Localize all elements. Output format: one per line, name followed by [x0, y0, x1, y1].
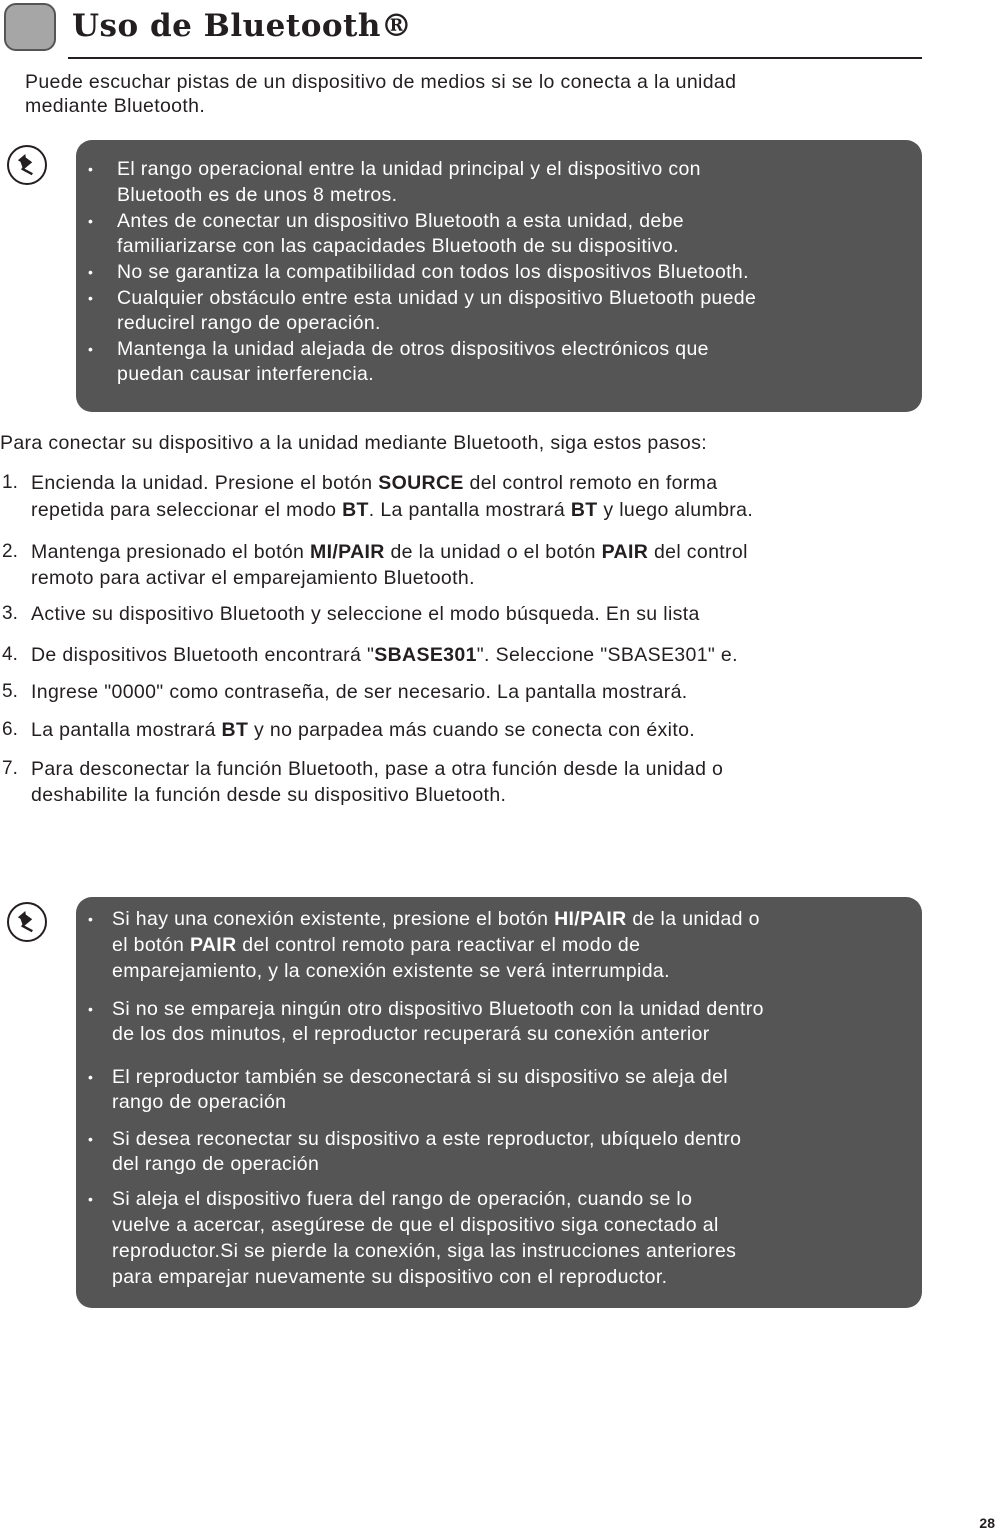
step-number: 4. [2, 644, 18, 665]
text-line [117, 311, 381, 335]
bullet-icon: • [88, 1001, 93, 1017]
text-line [31, 602, 700, 626]
text-segment: del control [648, 541, 748, 563]
text-line [112, 907, 760, 931]
bullet-icon: • [88, 911, 93, 927]
bold-term: BT [221, 719, 249, 741]
text-segment: de la unidad o el botón [384, 541, 602, 563]
bullet-icon: • [88, 213, 93, 229]
text-segment: ". Seleccione "SBASE301" e. [476, 644, 738, 666]
text-line [31, 471, 717, 495]
text-segment: Mantenga presionado el botón [31, 541, 311, 563]
text-segment: Si desea reconectar su dispositivo a este reproductor, ubíquelo dentro [112, 1128, 742, 1150]
text-line [112, 1022, 710, 1046]
text-line [117, 157, 701, 181]
text-segment: vuelve a acercar, asegúrese de que el dispositivo siga conectado al [112, 1214, 719, 1236]
section-tab-marker [4, 3, 56, 51]
pushpin-icon [7, 902, 47, 942]
bullet-icon: • [88, 1069, 93, 1085]
text-segment: reducirel rango de operación. [117, 312, 381, 334]
text-line [112, 933, 640, 957]
text-line [31, 540, 748, 564]
text-segment: del control remoto para reactivar el modo de [236, 934, 641, 956]
steps-intro: Para conectar su dispositivo a la unidad mediante Bluetooth, siga estos pasos: [0, 432, 707, 454]
step-number: 1. [2, 472, 18, 493]
text-line [117, 183, 397, 207]
text-segment: remoto para activar el emparejamiento Bluetooth. [31, 567, 475, 589]
bold-term: PAIR [601, 541, 649, 563]
text-segment: del control remoto en forma [463, 472, 718, 494]
text-segment: Active su dispositivo Bluetooth y seleccione el modo búsqueda. En su lista [31, 603, 700, 625]
text-line [112, 1152, 319, 1176]
text-segment: deshabilite la función desde su dispositivo Bluetooth. [31, 784, 507, 806]
bold-term: HI/PAIR [554, 908, 627, 930]
step-number: 7. [2, 758, 18, 779]
text-segment: el botón [112, 934, 190, 956]
text-segment: No se garantiza la compatibilidad con todos los dispositivos Bluetooth. [117, 261, 749, 283]
text-segment: Ingrese "0000" como contraseña, de ser necesario. La pantalla mostrará. [31, 681, 688, 703]
step-number: 2. [2, 541, 18, 562]
text-line [31, 498, 753, 522]
text-line [31, 680, 688, 704]
step-number: 3. [2, 603, 18, 624]
step-number: 6. [2, 719, 18, 740]
text-line [31, 643, 738, 667]
text-segment: Bluetooth es de unos 8 metros. [117, 184, 398, 206]
text-segment: familiarizarse con las capacidades Bluetooth de su dispositivo. [117, 235, 679, 257]
bold-term: PAIR [189, 934, 237, 956]
text-line [31, 783, 506, 807]
text-segment: emparejamiento, y la conexión existente se verá interrumpida. [112, 960, 670, 982]
text-line [112, 1213, 719, 1237]
text-line [31, 718, 695, 742]
pushpin-icon [7, 145, 47, 185]
text-segment: Si hay una conexión existente, presione el botón [112, 908, 555, 930]
text-segment: El rango operacional entre la unidad principal y el dispositivo con [117, 158, 701, 180]
text-segment: reproductor.Si se pierde la conexión, siga las instrucciones anteriores [112, 1240, 737, 1262]
text-line [117, 260, 749, 284]
text-segment: Si no se empareja ningún otro dispositivo Bluetooth con la unidad dentro [112, 998, 764, 1020]
text-segment: Si aleja el dispositivo fuera del rango de operación, cuando se lo [112, 1188, 693, 1210]
text-line [117, 337, 709, 361]
text-line [112, 1065, 728, 1089]
intro-line: Puede escuchar pistas de un dispositivo de medios si se lo conecta a la unidad [25, 71, 737, 93]
text-line [117, 362, 374, 386]
text-segment: de los dos minutos, el reproductor recuperará su conexión anterior [112, 1023, 710, 1045]
notes-box [76, 897, 922, 1308]
text-segment: La pantalla mostrará [31, 719, 222, 741]
text-segment: El reproductor también se desconectará si su dispositivo se aleja del [112, 1066, 728, 1088]
text-segment: de la unidad o [626, 908, 760, 930]
page-title: Uso de Bluetooth® [72, 8, 413, 44]
bullet-icon: • [88, 161, 93, 177]
text-line [31, 757, 723, 781]
text-segment: Para desconectar la función Bluetooth, pase a otra función desde la unidad o [31, 758, 724, 780]
text-segment: . La pantalla mostrará [368, 499, 571, 521]
text-segment: y no parpadea más cuando se conecta con éxito. [248, 719, 696, 741]
text-segment: repetida para seleccionar el modo [31, 499, 343, 521]
text-segment: Encienda la unidad. Presione el botón [31, 472, 379, 494]
text-line [117, 286, 756, 310]
bold-term: BT [570, 499, 598, 521]
bold-term: MI/PAIR [310, 541, 385, 563]
step-number: 5. [2, 681, 18, 702]
notes-box [76, 140, 922, 412]
text-segment: del rango de operación [112, 1153, 320, 1175]
text-segment: y luego alumbra. [597, 499, 754, 521]
bold-term: SBASE301 [374, 644, 477, 666]
bold-term: BT [342, 499, 369, 521]
text-line [112, 1187, 692, 1211]
bullet-icon: • [88, 1191, 93, 1207]
text-line [112, 1127, 741, 1151]
bullet-icon: • [88, 264, 93, 280]
text-line [112, 1090, 286, 1114]
title-divider [68, 57, 922, 59]
text-segment: Mantenga la unidad alejada de otros dispositivos electrónicos que [117, 338, 709, 360]
bullet-icon: • [88, 341, 93, 357]
page-number: 28 [979, 1515, 995, 1530]
text-line [112, 1239, 736, 1263]
bullet-icon: • [88, 290, 93, 306]
text-segment: Cualquier obstáculo entre esta unidad y un dispositivo Bluetooth puede [117, 287, 757, 309]
text-line [117, 234, 679, 258]
bullet-icon: • [88, 1131, 93, 1147]
text-segment: puedan causar interferencia. [117, 363, 374, 385]
intro-line: mediante Bluetooth. [25, 95, 206, 117]
text-segment: De dispositivos Bluetooth encontrará " [31, 644, 375, 666]
text-line [112, 1265, 667, 1289]
text-segment: Antes de conectar un dispositivo Bluetooth a esta unidad, debe [117, 210, 684, 232]
text-segment: para emparejar nuevamente su dispositivo con el reproductor. [112, 1266, 668, 1288]
text-segment: rango de operación [112, 1091, 287, 1113]
text-line [112, 997, 764, 1021]
bold-term: SOURCE [378, 472, 464, 494]
text-line [31, 566, 475, 590]
text-line [117, 209, 684, 233]
text-line [112, 959, 670, 983]
